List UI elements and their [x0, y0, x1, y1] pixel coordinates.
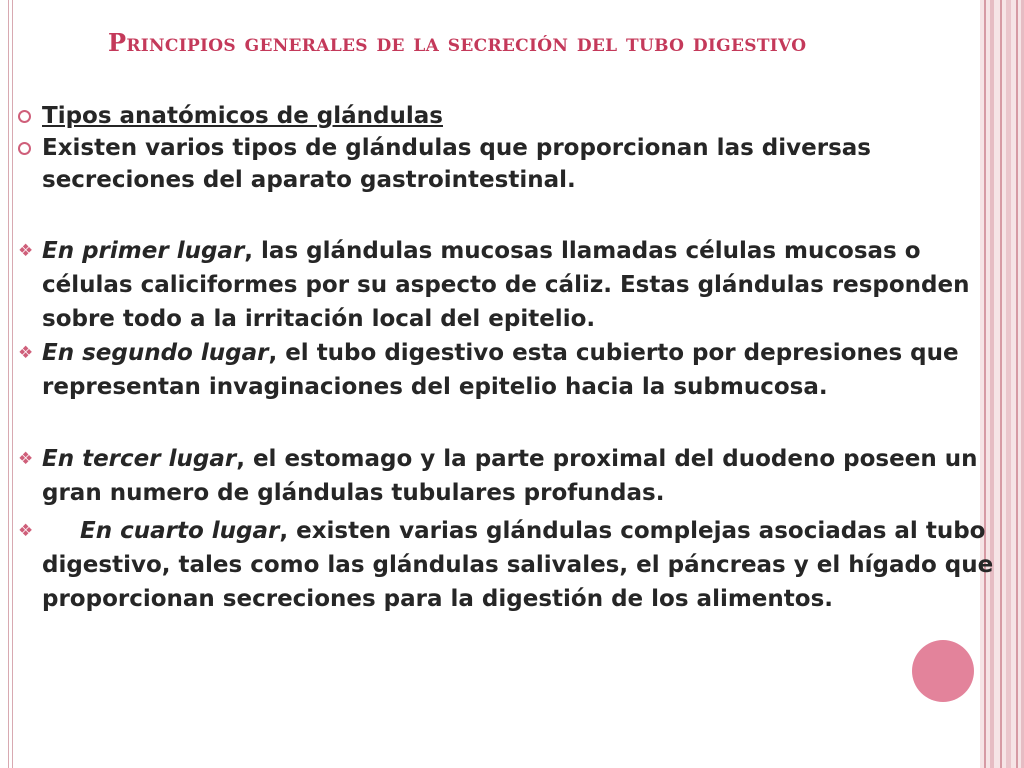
sub-bullet-text: , las glándulas mucosas llamadas células mucosas o células caliciformes por su aspecto de cáliz. Estas glándulas responden sobre todo a la irritación local del epitelio. — [42, 238, 970, 332]
deco-stripe — [1016, 0, 1018, 768]
sub-bullet-text: , el tubo digestivo esta cubierto por depresiones que representan invaginaciones del epitelio hacia la submucosa. — [42, 340, 959, 400]
sub-bullet-lead: En cuarto lugar — [80, 518, 280, 544]
slide-title: Principios generales de la secreción del tubo digestivo — [108, 28, 807, 57]
left-border-line — [8, 0, 9, 768]
sub-bullet-item — [18, 514, 1008, 616]
ring-bullet-icon — [18, 110, 31, 123]
sub-bullet-text: , existen varias glándulas complejas asociadas al tubo digestivo, tales como las glándulas salivales, el páncreas y el hígado que proporcionan secreciones para la digestión de los alimentos. — [42, 518, 994, 612]
left-border-line — [12, 0, 13, 768]
diamond-bullet-icon: ❖ — [18, 449, 34, 469]
bullet-text: Tipos anatómicos de glándulas — [42, 103, 443, 129]
diamond-bullet-icon: ❖ — [18, 521, 34, 541]
sub-bullet-item — [18, 336, 1008, 404]
bullet-item — [18, 100, 1008, 132]
sub-bullet-text: , el estomago y la parte proximal del duodeno poseen un gran numero de glándulas tubulares profundas. — [42, 446, 978, 506]
decorative-circle — [912, 640, 974, 702]
diamond-bullet-icon: ❖ — [18, 241, 34, 261]
sub-bullet-lead: En primer lugar — [42, 238, 245, 264]
sub-bullet-lead: En tercer lugar — [42, 446, 237, 472]
sub-bullet-item — [18, 234, 1008, 336]
bullet-item — [18, 132, 1008, 196]
diamond-bullet-icon: ❖ — [18, 343, 34, 363]
sub-bullet-lead: En segundo lugar — [42, 340, 269, 366]
bullet-text: Existen varios tipos de glándulas que proporcionan las diversas secreciones del aparato gastrointestinal. — [42, 135, 871, 193]
slide-content — [18, 100, 1008, 616]
ring-bullet-icon — [18, 142, 31, 155]
sub-bullet-item — [18, 442, 1008, 510]
